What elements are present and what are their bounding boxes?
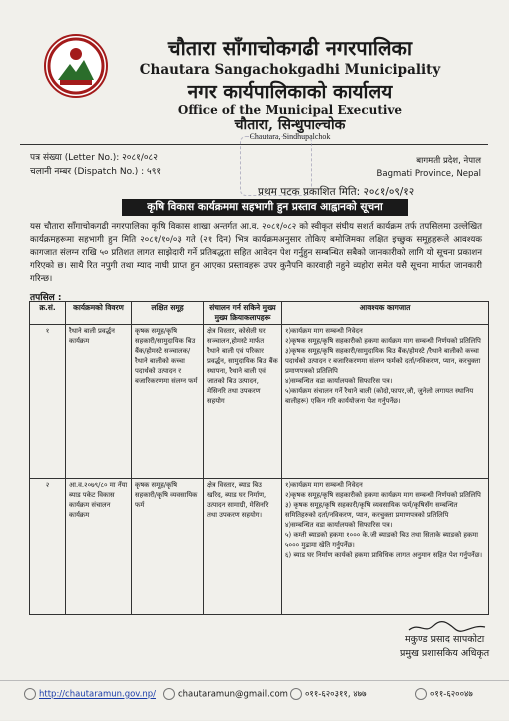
- cell-sn: १: [30, 325, 66, 479]
- signatory-title: प्रमुख प्रशासकिय अधिकृत: [400, 648, 490, 659]
- municipality-name-en: Chautara Sangachokgadhi Municipality: [139, 62, 441, 78]
- notice-title: कृषि विकास कार्यक्रममा सहभागी हुन प्रस्ताव आह्वानको सूचना: [122, 199, 408, 216]
- email-text[interactable]: chautaramun@gmail.com: [178, 689, 288, 700]
- fax-text: ०११-६२००४७: [430, 689, 473, 700]
- table-row: [30, 325, 489, 479]
- cell-target: कृषक समूह/कृषि सहकारी/कृषि व्यवसायिक फर्म: [132, 479, 204, 615]
- office-name-en: Office of the Municipal Executive: [177, 103, 403, 117]
- col-header-activities: संचालन गर्न सकिने मुख्य मुख्य क्रियाकलापहरू: [204, 302, 282, 325]
- col-header-sn: क्र.सं.: [30, 302, 66, 325]
- globe-icon: [24, 688, 36, 700]
- col-header-target: लक्षित समूह: [132, 302, 204, 325]
- cell-program: आ.व.२०७९/८० मा नँया ब्याड पकेट विकास कार्यक्रम संचालन कार्यक्रम: [66, 479, 132, 615]
- letter-number: पत्र संख्या (Letter No.): २०८१/०८२: [30, 153, 158, 163]
- footer-phone: [290, 688, 367, 700]
- cell-docs: १)कार्यक्रम माग सम्बन्धी निवेदन २)कृषक समूह/कृषि सहकारीको हकमा कार्यक्रम माग सम्बन्धी निर्णयको प्रतिलिपि ३)कृषक समूह/कृषि सहकारी/सामुदायिक बिउ बैंक/होमस्टे /रैथाने बालीको कच्चा पदार्थको उत्पादन र बजारिकरणमा संलग्न फर्मको दर्ता/नविकरण, प्यान, करचुक्ता प्रमाणपत्रको प्रतिलिपि ४)सम्बन्धित वडा कार्यालयको सिफारिस पत्र। ५)कार्यक्रम संचालन गर्ने रैथाने बाली (कोदो,फापर,जौ, जुनेलो लगायत स्थानिय बालीहरू) एकिन गरि कार्ययोजना पेश गर्नुपर्नेछ।: [282, 325, 489, 479]
- phone-text: ०११-६२०३११, ४७७: [305, 689, 367, 700]
- cell-sn: २: [30, 479, 66, 615]
- cell-docs: १)कार्यक्रम माग सम्बन्धी निवेदन २)कृषक समूह/कृषि सहकारीको हकमा कार्यक्रम माग सम्बन्धी निर्णयको प्रतिलिपि ३) कृषक समूह/कृषि सहकारी/कृषि व्यवसायिक फर्म/कृषिसँग सम्बन्धित समितिहरुको दर्ता/नविकरण, प्यान, करचुक्ता प्रमाणपत्रको प्रतिलिपि ४)सम्बन्धित वडा कार्यालयको सिफारिस पत्र। ५) कम्ती ब्याडको हकमा १००० के.जी ब्याडको बिउ तथा सिताके ब्याडको हकमा ५००० मुढामा खेति गर्नुपर्नेछ। ६) ब्याड घर निर्माण कार्यको हकमा प्राविधिक लागत अनुमान सहित पेश गर्नुपर्नेछ।: [282, 479, 489, 615]
- municipality-name-np: चौतारा साँगाचोकगढी नगरपालिका: [167, 36, 413, 60]
- program-table: [29, 301, 489, 615]
- publish-date: प्रथम पटक प्रकाशित मिति: २०८१/०९/१२: [258, 186, 415, 198]
- email-icon: [163, 688, 175, 700]
- cell-target: कृषक समूह/कृषि सहकारी/सामुदायिक बिउ बैंक/होमस्टे सञ्चालक/रैथाने बालीको कच्चा पदार्थको उत्पादन र बजारिकरणमा संलग्न फर्म: [132, 325, 204, 479]
- dispatch-number: चलानी नम्बर (Dispatch No.) : ५९१: [30, 167, 162, 177]
- phone-icon: [290, 688, 302, 700]
- cell-activities: क्षेत्र विस्तार, ब्याड बिउ खरिद, ब्याड घर निर्माण, उत्पादन सामाग्री, मेसिनरि तथा उपकरण सहयोग।: [204, 479, 282, 615]
- signatory-name: मकुण्ड प्रसाद सापकोटा: [405, 634, 485, 645]
- schedule-label: तपसिल :: [30, 293, 62, 303]
- fax-icon: [415, 688, 427, 700]
- col-header-program: कार्यक्रमको विवरण: [66, 302, 132, 325]
- place-np: चौतारा, सिन्धुपाल्चोक: [234, 117, 346, 133]
- notice-body: यस चौतारा साँगाचोकगढी नगरपालिका कृषि विकास शाखा अन्तर्गत आ.व. २०८१/०८२ को स्वीकृत संघीय सशर्त कार्यक्रम तर्फ तपसिलमा उल्लेखित कार्यक्रमहरूमा सहभागी हुन मिति २०८१/१०/०३ गते (२१ दिन) भित्र कार्यक्रमअनुसार तोकिए बमोजिमका लक्षित इच्छुक समूहहरूले आवश्यक कागजात संलग्न राखि ५० प्रतिशत लागत साझेदारी गर्ने प्रतिबद्धता सहित आवेदन पेश गर्नुहुन सम्बन्धित सबैको जानकारीको लागि यो सूचना प्रकाशन गरिएको छ। साथै रित नपुगी तथा म्याद नाघी प्राप्त हुन आएका प्रस्तावहरू उपर कुनैपनि कारवाही नहुने व्यहोरा समेत यसै सूचना मार्फत जानकारी गरिन्छ।: [30, 222, 482, 284]
- table-header-row: [30, 302, 489, 325]
- footer-fax: [415, 688, 473, 700]
- province-np: बागमती प्रदेश, नेपाल: [416, 156, 481, 166]
- cell-activities: क्षेत्र विस्तार, कोसेली घर सञ्चालन,होमस्टे मार्फत रैथाने बाली एवं परिकार प्रवर्द्धन, सामुदायिक बिउ बैंक स्थापना, रैथाने बाली एवं जातको बिउ उत्पादन, मेसिनरि तथा उपकरण सहयोग: [204, 325, 282, 479]
- table-row: [30, 479, 489, 615]
- website-link[interactable]: http://chautaramun.gov.np/: [39, 689, 157, 700]
- page-footer: [0, 680, 509, 721]
- col-header-docs: आवश्यक कागजात: [282, 302, 489, 325]
- place-en: Chautara, Sindhupalchok: [249, 132, 331, 141]
- footer-email[interactable]: [163, 688, 288, 700]
- office-name-np: नगर कार्यपालिकाको कार्यालय: [187, 81, 393, 103]
- footer-website[interactable]: [24, 688, 156, 700]
- cell-program: रैथाने बाली प्रवर्द्धन कार्यक्रम: [66, 325, 132, 479]
- province-en: Bagmati Province, Nepal: [376, 169, 481, 179]
